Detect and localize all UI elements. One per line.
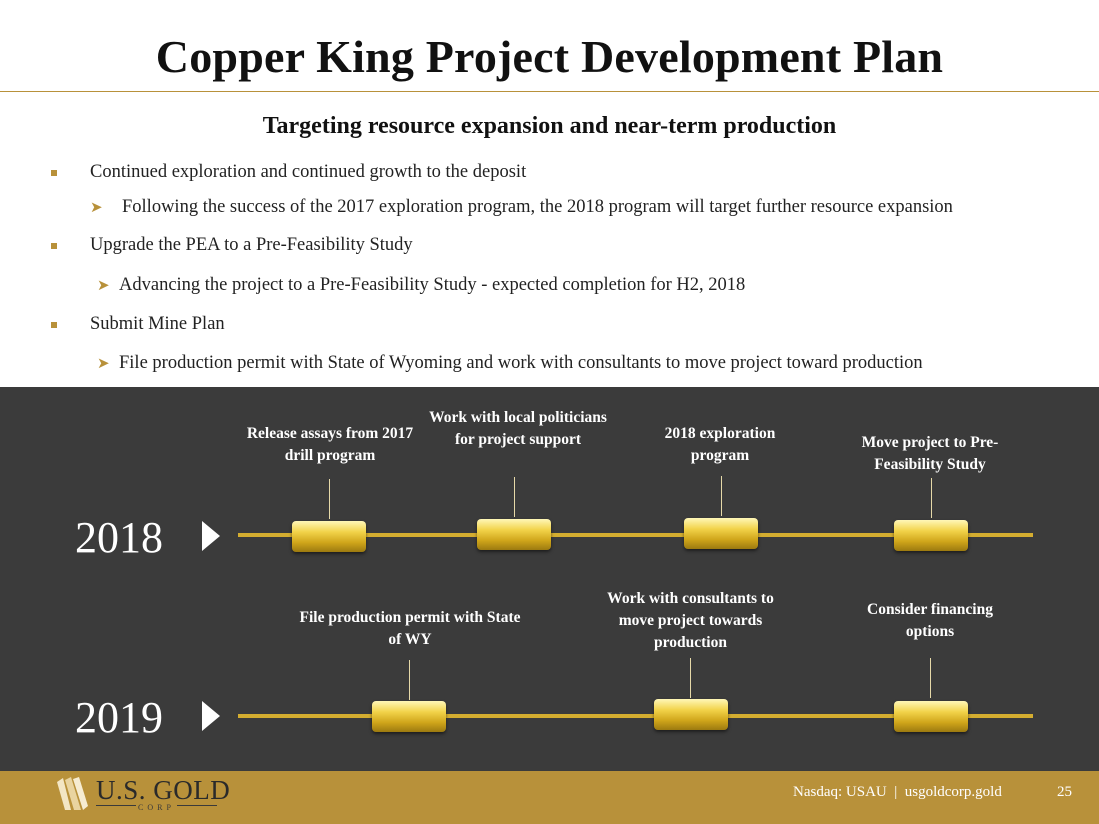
milestone-connector <box>329 479 330 519</box>
gold-bars-logo-icon <box>55 776 89 812</box>
title-divider <box>0 91 1099 92</box>
milestone-marker <box>477 519 551 550</box>
bullet-item: Continued exploration and continued growth to the deposit <box>90 162 527 182</box>
sub-bullet-item: Following the success of the 2017 exploration program, the 2018 program will target further resource expansion <box>122 197 953 217</box>
sub-bullet-item: Advancing the project to a Pre-Feasibility Study - expected completion for H2, 2018 <box>119 275 746 295</box>
company-logo-text: U.S. GOLD <box>96 775 231 805</box>
milestone-connector <box>409 660 410 700</box>
milestone-label: Release assays from 2017 drill program <box>246 425 414 464</box>
milestone-label: File production permit with State of WY <box>299 609 521 648</box>
milestone-marker <box>372 701 446 732</box>
bullet-marker <box>51 322 57 328</box>
milestone-marker <box>894 701 968 732</box>
company-logo-subtext: CORP <box>138 803 175 812</box>
milestone-label: Consider financing options <box>867 601 993 640</box>
bullet-item: Submit Mine Plan <box>90 314 225 334</box>
bullet-marker <box>51 170 57 176</box>
bullet-marker <box>51 243 57 249</box>
milestone-connector <box>514 477 515 517</box>
milestone-connector <box>930 658 931 698</box>
play-triangle-icon <box>202 521 220 551</box>
milestone-marker <box>894 520 968 551</box>
play-triangle-icon <box>202 701 220 731</box>
year-label-2018: 2018 <box>75 513 163 562</box>
milestone-connector <box>690 658 691 698</box>
slide-title: Copper King Project Development Plan <box>155 31 944 82</box>
footer-ticker-website: Nasdaq: USAU | usgoldcorp.gold <box>793 784 1002 800</box>
milestone-label: 2018 exploration program <box>664 425 776 464</box>
page-number: 25 <box>1057 784 1072 800</box>
sub-bullet-item: File production permit with State of Wyoming and work with consultants to move project toward production <box>119 353 923 373</box>
milestone-marker <box>292 521 366 552</box>
arrow-bullet-icon: ➤ <box>97 356 110 372</box>
milestone-connector <box>721 476 722 516</box>
year-label-2019: 2019 <box>75 693 163 742</box>
milestone-marker <box>684 518 758 549</box>
milestone-label: Work with consultants to move project towards production <box>607 590 774 651</box>
milestone-label: Work with local politicians for project support <box>429 409 607 448</box>
milestone-connector <box>931 478 932 518</box>
milestone-label: Move project to Pre-Feasibility Study <box>861 434 999 473</box>
slide-subtitle: Targeting resource expansion and near-term production <box>262 113 837 139</box>
arrow-bullet-icon: ➤ <box>97 278 110 294</box>
bullet-item: Upgrade the PEA to a Pre-Feasibility Study <box>90 235 413 255</box>
arrow-bullet-icon: ➤ <box>90 200 103 216</box>
milestone-marker <box>654 699 728 730</box>
